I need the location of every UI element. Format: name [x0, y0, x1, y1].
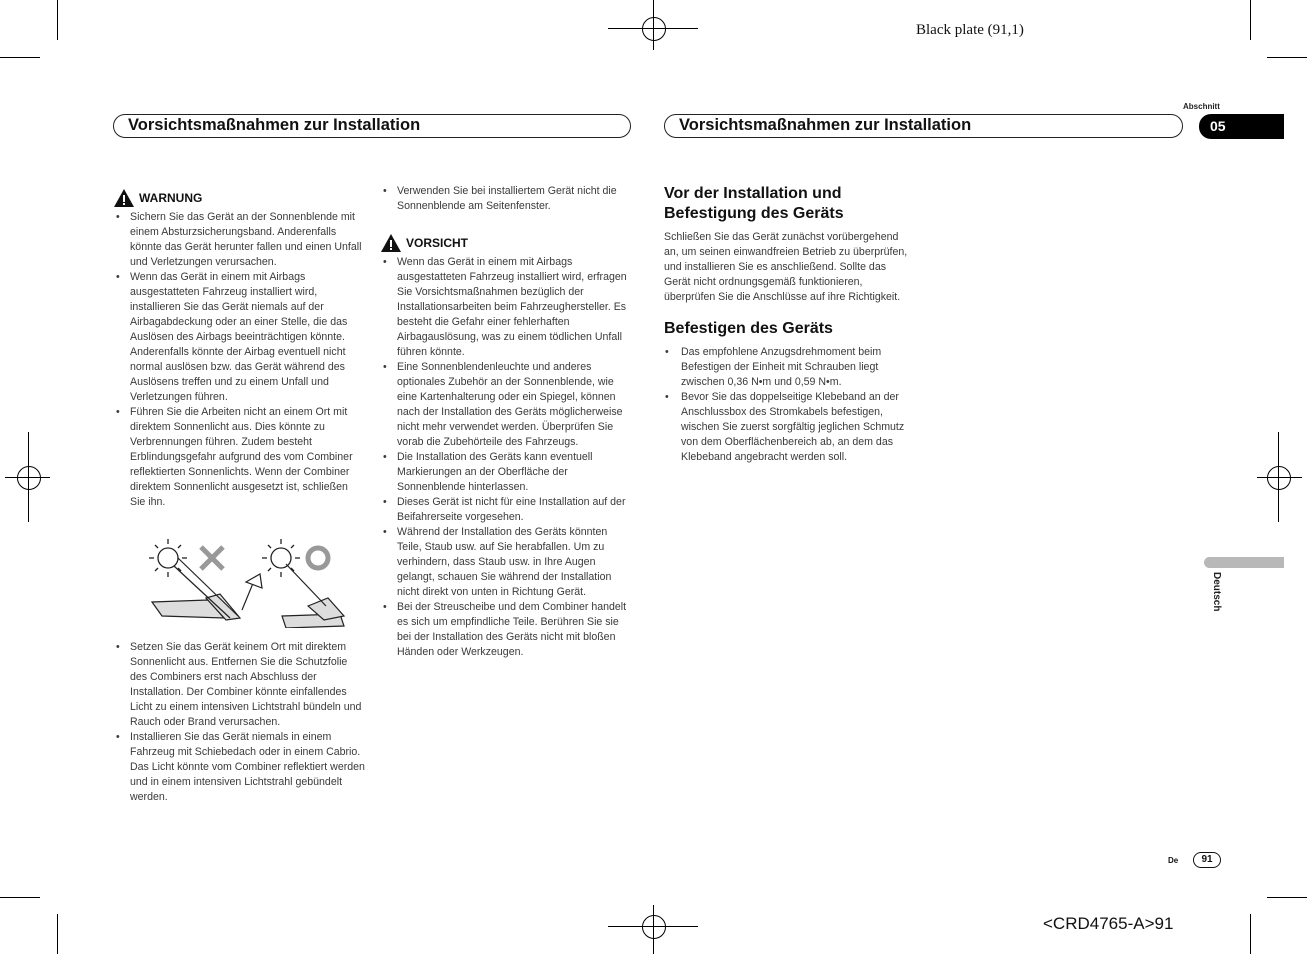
section-tab	[1199, 114, 1284, 139]
list-item: • Bevor Sie das doppelseitige Klebeband an der Anschlussbox des Stromkabels befestigen, wischen Sie zuerst sorgfältig jeglichen Schmutz von dem Oberflächenbereich ab, an dem das Klebeband angebracht werden soll.	[664, 390, 908, 465]
header-left: Vorsichtsmaßnahmen zur Installation	[113, 114, 631, 138]
caution-list	[382, 255, 632, 660]
registration-mark-icon	[17, 466, 41, 490]
sun-icon	[262, 539, 300, 577]
list-item: • Während der Installation des Geräts könnten Teile, Staub usw. auf Sie herabfallen. Um zu verhindern, dass Staub usw. in Ihre Augen gelangt, schauen Sie während der Installation nicht direkt von unten in Richtung Gerät.	[382, 525, 632, 600]
list-item: • Wenn das Gerät in einem mit Airbags ausgestatteten Fahrzeug installiert wird, installieren Sie das Gerät niemals auf der Airbagabdeckung oder an einer Stelle, die das Auslösen des Airbags beeinträchtigen könnte. Anderenfalls könnte der Airbag eventuell nicht normal auslösen bzw. das Gerät während des Auslösens treffen und zu einem Unfall und Verletzungen führen.	[115, 270, 365, 405]
caution-heading	[380, 231, 632, 255]
registration-line	[1257, 477, 1302, 478]
warning-icon	[113, 188, 135, 208]
list-item: • Bei der Streuscheibe und dem Combiner handelt es sich um empfindliche Teile. Berühren Sie sie bei der Installation des Geräts nicht mit bloßen Händen oder Werkzeugen.	[382, 600, 632, 660]
list-item: • Führen Sie die Arbeiten nicht an einem Ort mit direktem Sonnenlicht aus. Dies könnte zu Verbrennungen führen. Zudem besteht Erblindungsgefahr aufgrund des vom Combiner reflektierten Sonnenlichts. Wenn der Combiner direktem Sonnenlicht ausgesetzt ist, schließen Sie ihn.	[115, 405, 365, 510]
column-2	[382, 184, 632, 660]
crop-mark	[57, 914, 58, 954]
crop-mark	[57, 0, 58, 40]
crop-mark	[1267, 57, 1307, 58]
section-heading: Befestigen des Geräts	[664, 320, 833, 337]
column-1	[115, 186, 365, 510]
job-code: <CRD4765-A>91	[1043, 914, 1174, 933]
warning-list-continued	[115, 640, 365, 805]
crop-mark	[1267, 897, 1307, 898]
fixing-list	[664, 345, 908, 465]
paragraph: Schließen Sie das Gerät zunächst vorübergehend an, um seinen einwandfreien Betrieb zu überprüfen, und installieren Sie es anschließend. Sollte das Gerät nicht ordnungsgemäß funktionieren, überprüfen Sie die Anschlüsse auf ihre Richtigkeit.	[664, 231, 908, 303]
warning-heading	[113, 186, 365, 210]
column-3	[664, 184, 908, 465]
section-heading: Vor der Installation und Befestigung des Geräts	[664, 185, 844, 222]
caution-icon	[380, 233, 402, 253]
circle-ok-icon	[308, 548, 328, 568]
section-label: Abschnitt	[1183, 102, 1220, 111]
top-list	[382, 184, 632, 214]
header-right: Vorsichtsmaßnahmen zur Installation	[664, 114, 1183, 138]
sun-icon	[149, 539, 187, 577]
list-item: • Setzen Sie das Gerät keinem Ort mit direktem Sonnenlicht aus. Entfernen Sie die Schutzfolie des Combiners erst nach Abschluss der Installation. Der Combiner könnte einfallendes Licht zu einem intensiven Lichtstrahl bündeln und Rauch oder Brand verursachen.	[115, 640, 365, 730]
language-label: Deutsch	[1211, 572, 1222, 612]
list-item: • Wenn das Gerät in einem mit Airbags ausgestatteten Fahrzeug installiert wird, erfragen Sie Vorsichtsmaßnahmen bezüglich der Installationsarbeiten beim Fahrzeughersteller. Es besteht die Gefahr einer fehlerhaften Airbagauslösung, was zu einem tödlichen Unfall führen könnte.	[382, 255, 632, 360]
page-number: 91	[1193, 852, 1221, 868]
list-item: • Eine Sonnenblendenleuchte und anderes optionales Zubehör an der Sonnenblende, wie eine Kartenhalterung oder ein Spiegel, können nach der Installation des Geräts möglicherweise nicht mehr verwendet werden. Überprüfen Sie vorab die Zubehörteile des Fahrzeugs.	[382, 360, 632, 450]
registration-mark-icon	[642, 17, 666, 41]
list-item: • Dieses Gerät ist nicht für eine Installation auf der Beifahrerseite vorgesehen.	[382, 495, 632, 525]
section-number: 05	[1210, 118, 1226, 134]
registration-line	[653, 905, 654, 954]
language-tab	[1204, 557, 1284, 568]
registration-mark-icon	[642, 915, 666, 939]
list-item: • Installieren Sie das Gerät niemals in einem Fahrzeug mit Schiebedach oder in einem Cabrio. Das Licht könnte vom Combiner reflektiert werden und in einem intensiven Lichtstrahl gebündelt werden.	[115, 730, 365, 805]
language-code: De	[1168, 856, 1179, 865]
list-item: • Die Installation des Geräts kann eventuell Markierungen an der Oberfläche der Sonnenblende hinterlassen.	[382, 450, 632, 495]
crop-mark	[0, 897, 40, 898]
list-item: • Sichern Sie das Gerät an der Sonnenblende mit einem Absturzsicherungsband. Anderenfalls könnte das Gerät herunter fallen und einen Unfall und Verletzungen verursachen.	[115, 210, 365, 270]
device-wrong	[152, 558, 262, 620]
column-1-bottom	[115, 640, 365, 805]
crop-mark	[0, 57, 40, 58]
crop-mark	[1250, 914, 1251, 954]
registration-mark-icon	[1267, 466, 1291, 490]
list-item: • Verwenden Sie bei installiertem Gerät nicht die Sonnenblende am Seitenfenster.	[382, 184, 632, 214]
warning-title: WARNUNG	[139, 190, 203, 205]
crop-mark	[1250, 0, 1251, 40]
plate-label: Black plate (91,1)	[916, 22, 1024, 38]
caution-title: VORSICHT	[406, 235, 469, 250]
cross-mark-icon	[201, 547, 223, 569]
registration-line	[653, 0, 654, 50]
sunlight-illustration	[148, 536, 358, 628]
warning-list	[115, 210, 365, 510]
device-correct	[282, 564, 344, 628]
list-item: • Das empfohlene Anzugsdrehmoment beim Befestigen der Einheit mit Schrauben liegt zwischen 0,36 N•m und 0,59 N•m.	[664, 345, 908, 390]
registration-line	[5, 477, 50, 478]
